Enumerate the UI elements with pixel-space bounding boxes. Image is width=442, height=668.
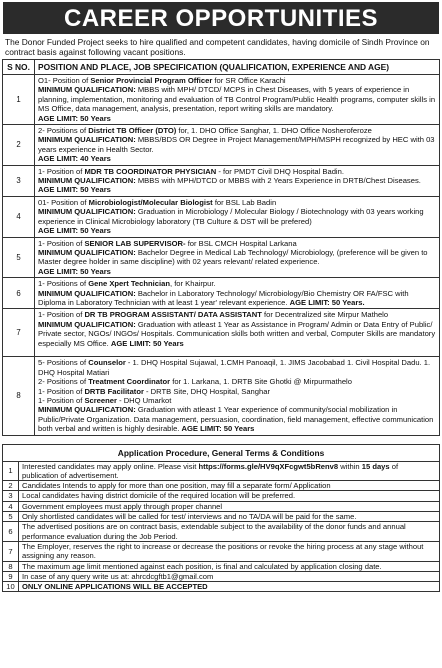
position-title: DR TB PROGRAM ASSISTANT/ DATA ASSISTANT <box>84 310 262 320</box>
description-line <box>38 377 436 386</box>
description-text: O1- Position of <box>38 76 91 85</box>
item-text-part: The Employer, reserves the right to increase or decrease the positions or revoke the hiring process at any stage without assigning any reason. <box>22 541 424 561</box>
item-text <box>19 561 440 571</box>
item-text <box>19 481 440 491</box>
item-text <box>19 461 440 481</box>
description-text: 5- Positions of <box>38 358 89 368</box>
description-line <box>38 320 436 348</box>
description-text: for SR Office Karachi <box>212 76 286 85</box>
position-title: AGE LIMIT: 50 Years <box>38 113 111 123</box>
item-text <box>19 582 440 592</box>
description-line <box>38 289 436 308</box>
advertisement <box>2 2 440 664</box>
item-text-part: In case of any query write us at: ahrcdcgftb1@gmail.com <box>22 571 214 581</box>
item-text-part: The advertised positions are on contract basis, extendable subject to the availability of the donor funds and annual performance evaluation during the Job Period. <box>22 522 406 541</box>
position-title: MINIMUM QUALIFICATION: <box>38 176 136 186</box>
position-description <box>35 196 440 237</box>
position-title: MINIMUM QUALIFICATION: <box>38 207 136 217</box>
row-number: 1 <box>3 75 35 125</box>
position-title: MINIMUM QUALIFICATION: <box>38 135 136 145</box>
description-text: Bachelor in Laboratory Technology/ Microbiology/Bio Chemistry OR FA/FSC with Diploma in Laboratory Technician with at least 1 year' relevant experience. <box>38 288 409 307</box>
item-text-part: of publication of advertisement. <box>22 461 399 480</box>
description-text: Bachelor Degree in Medical Lab Technology/ Microbiology, (preference will be given to Master degree holder in same discipline) with 02 years relevant/ related experience. <box>38 247 428 267</box>
description-text: for Decentralized site Mirpur Mathelo <box>261 310 389 320</box>
item-number: 10 <box>3 582 19 592</box>
description-text: 1- Position of <box>38 386 85 396</box>
col-sno-header: S NO. <box>3 60 35 75</box>
description-text: 1- Position of <box>38 310 85 320</box>
position-title: DRTB Facilitator <box>84 386 144 396</box>
description-text: Graduation in Microbiology / Molecular Biology / Biotechnology with 03 years working experience in Clinical Microbiology laboratory (TB Culture & DST will be prefered) <box>38 207 424 226</box>
description-text: - 1. DHQ Hospital Sujawal, 1.CMH Panoaqil, 1. JIMS Jacobabad 1. Civil Hospital Dadu. 1. DHQ Hospital Matiari <box>38 358 431 377</box>
table-row <box>3 357 440 435</box>
position-description <box>35 278 440 309</box>
description-line <box>38 135 436 154</box>
item-number: 1 <box>3 461 19 481</box>
description-text: MBBS with MPH/DTCD or MBBS with 2 Years Experience in DRTB/Chest Diseases. <box>135 176 421 186</box>
item-number: 9 <box>3 571 19 581</box>
table-header-row <box>3 60 440 75</box>
table-row <box>3 165 440 196</box>
age-limit: AGE LIMIT: 50 Years. <box>289 297 365 307</box>
procedure-heading: Application Procedure, General Terms & Conditions <box>3 444 440 461</box>
position-title: Counselor <box>88 358 126 368</box>
list-item <box>3 501 440 511</box>
item-number: 8 <box>3 561 19 571</box>
position-title: District TB Officer (DTO) <box>88 126 177 136</box>
age-limit: AGE LIMIT: 50 Years <box>38 185 111 195</box>
description-line <box>38 114 436 123</box>
description-line <box>38 85 436 113</box>
row-number: 5 <box>3 237 35 278</box>
position-title: Gene Xpert Technician <box>88 279 170 289</box>
position-description <box>35 165 440 196</box>
description-line <box>38 207 436 226</box>
item-number: 6 <box>3 522 19 542</box>
item-text <box>19 522 440 542</box>
positions-table <box>2 59 440 436</box>
row-number: 2 <box>3 125 35 166</box>
description-line <box>38 239 436 248</box>
description-line <box>38 405 436 433</box>
row-number: 7 <box>3 309 35 357</box>
description-text: Graduation with atleast 1 Year as Assistance in Program/ Admin or Data Entry of Public/ Private sector, NGOs/ INGOs/ Hospitals. Communication skills both written and verbal, Computer Skills are mandatory especially MS Office. <box>38 319 436 348</box>
table-row <box>3 309 440 357</box>
description-line <box>38 310 436 319</box>
table-row <box>3 75 440 125</box>
position-title: MINIMUM QUALIFICATION: <box>38 247 136 257</box>
item-text-part: within <box>338 461 362 471</box>
procedure-body <box>3 461 440 592</box>
position-description <box>35 75 440 125</box>
description-line <box>38 198 436 207</box>
description-line <box>38 226 436 235</box>
description-text: , for Khairpur. <box>169 279 216 289</box>
list-item <box>3 582 440 592</box>
position-title: Microbiologist/Molecular Biologist <box>88 197 213 207</box>
item-number: 7 <box>3 541 19 561</box>
procedure-table <box>2 444 440 593</box>
item-text-part: Candidates Intends to apply for more than one position, may fill a separate form/ Application <box>22 481 331 491</box>
item-text-part: Interested candidates may apply online. Please visit <box>22 461 199 471</box>
position-description <box>35 237 440 278</box>
position-title: MINIMUM QUALIFICATION: <box>38 405 136 415</box>
position-title: Senior Provincial Program Officer <box>90 76 213 85</box>
item-text <box>19 571 440 581</box>
item-text <box>19 491 440 501</box>
list-item <box>3 461 440 481</box>
description-text: 1- Position of <box>38 395 85 405</box>
description-text: 1- Position of <box>38 238 85 248</box>
table-row <box>3 237 440 278</box>
description-text: - DHQ Umarkot <box>116 395 172 405</box>
description-line <box>38 76 436 85</box>
position-title: AGE LIMIT: 50 Years <box>38 266 111 276</box>
position-title: MINIMUM QUALIFICATION: <box>38 85 136 95</box>
description-text: 1- Positions of <box>38 279 89 289</box>
position-title: Screener <box>84 395 117 405</box>
description-line <box>38 167 436 176</box>
table-row <box>3 196 440 237</box>
description-text: 01- Position of <box>38 197 89 207</box>
position-title: MINIMUM QUALIFICATION: <box>38 288 136 298</box>
row-number: 8 <box>3 357 35 435</box>
description-line <box>38 126 436 135</box>
application-link[interactable]: https://forms.gle/HV9qXFcgwt5bRenv8 <box>198 461 339 471</box>
position-description <box>35 309 440 357</box>
description-line <box>38 267 436 276</box>
item-text-part: Only shortlisted candidates will be called for test/ interviews and no TA/DA will be paid for the same. <box>22 512 357 522</box>
description-text: for 1. Larkana, 1. DRTB Site Ghotki @ Mirpurmathelo <box>170 377 352 387</box>
description-line <box>38 358 436 377</box>
position-title: AGE LIMIT: 50 Years <box>38 226 111 236</box>
item-text <box>19 541 440 561</box>
position-title: Treatment Coordinator <box>88 377 171 387</box>
description-line <box>38 279 436 288</box>
intro-text: The Donor Funded Project seeks to hire qualified and competent candidates, having domicile of Sindh Province on contract basis against following vacant positions. <box>5 37 430 57</box>
item-text-part: The maximum age limit mentioned against each position, is final and calculated by application closing date. <box>22 561 382 571</box>
position-description <box>35 357 440 435</box>
description-text: for BSL CMCH Hospital Larkana <box>185 238 297 248</box>
item-number: 3 <box>3 491 19 501</box>
description-text: - for PMDT Civil DHQ Hospital Badin. <box>216 166 344 176</box>
position-title: AGE LIMIT: 40 Years <box>38 154 111 164</box>
description-text: - DRTB Site, DHQ Hospital, Sanghar <box>143 386 270 396</box>
list-item <box>3 541 440 561</box>
description-line <box>38 248 436 267</box>
list-item <box>3 522 440 542</box>
description-text: 2- Positions of <box>38 377 89 387</box>
description-text: 2- Positions of <box>38 126 89 136</box>
description-line <box>38 154 436 163</box>
table-row <box>3 125 440 166</box>
positions-body <box>3 75 440 436</box>
position-title: MDR TB COORDINATOR PHYSICIAN <box>84 166 217 176</box>
list-item <box>3 481 440 491</box>
description-line <box>38 387 436 396</box>
item-text-part: Local candidates having district domicile of the required location will be preferred. <box>22 491 296 501</box>
col-position-header: POSITION AND PLACE, JOB SPECIFICATION (QUALIFICATION, EXPERIENCE AND AGE) <box>35 60 440 75</box>
item-text <box>19 512 440 522</box>
item-number: 2 <box>3 481 19 491</box>
item-text-part: 15 days <box>361 461 390 471</box>
description-text: for BSL Lab Badin <box>212 197 277 207</box>
page-title: CAREER OPPORTUNITIES <box>3 2 439 34</box>
description-text: MBBS/BDS OR Degree in Project Management/MPH/MSPH recognized by HEC with 03 years experience in Health Sector. <box>38 135 435 154</box>
description-line <box>38 176 436 195</box>
description-text: Graduation with atleast 1 Year experience of community/social mobilization in Public/Private Organization. Data management, persuasion, coordination, field management, effective communication both verbal and written is highly desirable. <box>38 405 434 434</box>
row-number: 6 <box>3 278 35 309</box>
description-text: MBBS with MPH/ DTCD/ MCPS in Chest Diseases, with 5 years of experience in planning, implementation, monitoring and evaluation of TB Control Program/Public Health programs, computer skills in MS Office, data management, analysis, presentation, report writing skills are mandatory. <box>38 85 436 114</box>
list-item <box>3 512 440 522</box>
item-number: 5 <box>3 512 19 522</box>
item-text <box>19 501 440 511</box>
item-text-part: ONLY ONLINE APPLICATIONS WILL BE ACCEPTED <box>22 582 208 592</box>
list-item <box>3 491 440 501</box>
description-line <box>38 396 436 405</box>
row-number: 4 <box>3 196 35 237</box>
table-row <box>3 278 440 309</box>
list-item <box>3 561 440 571</box>
position-title: SENIOR LAB SUPERVISOR- <box>84 238 186 248</box>
item-number: 4 <box>3 501 19 511</box>
list-item <box>3 571 440 581</box>
item-text-part: Government employees must apply through proper channel <box>22 501 223 511</box>
row-number: 3 <box>3 165 35 196</box>
position-description <box>35 125 440 166</box>
position-title: MINIMUM QUALIFICATION: <box>38 319 136 329</box>
description-text: 1- Position of <box>38 166 85 176</box>
age-limit: AGE LIMIT: 50 Years <box>181 424 255 434</box>
age-limit: AGE LIMIT: 50 Years <box>110 338 184 348</box>
description-text: for, 1. DHO Office Sanghar, 1. DHO Office Nosheroferoze <box>176 126 372 136</box>
